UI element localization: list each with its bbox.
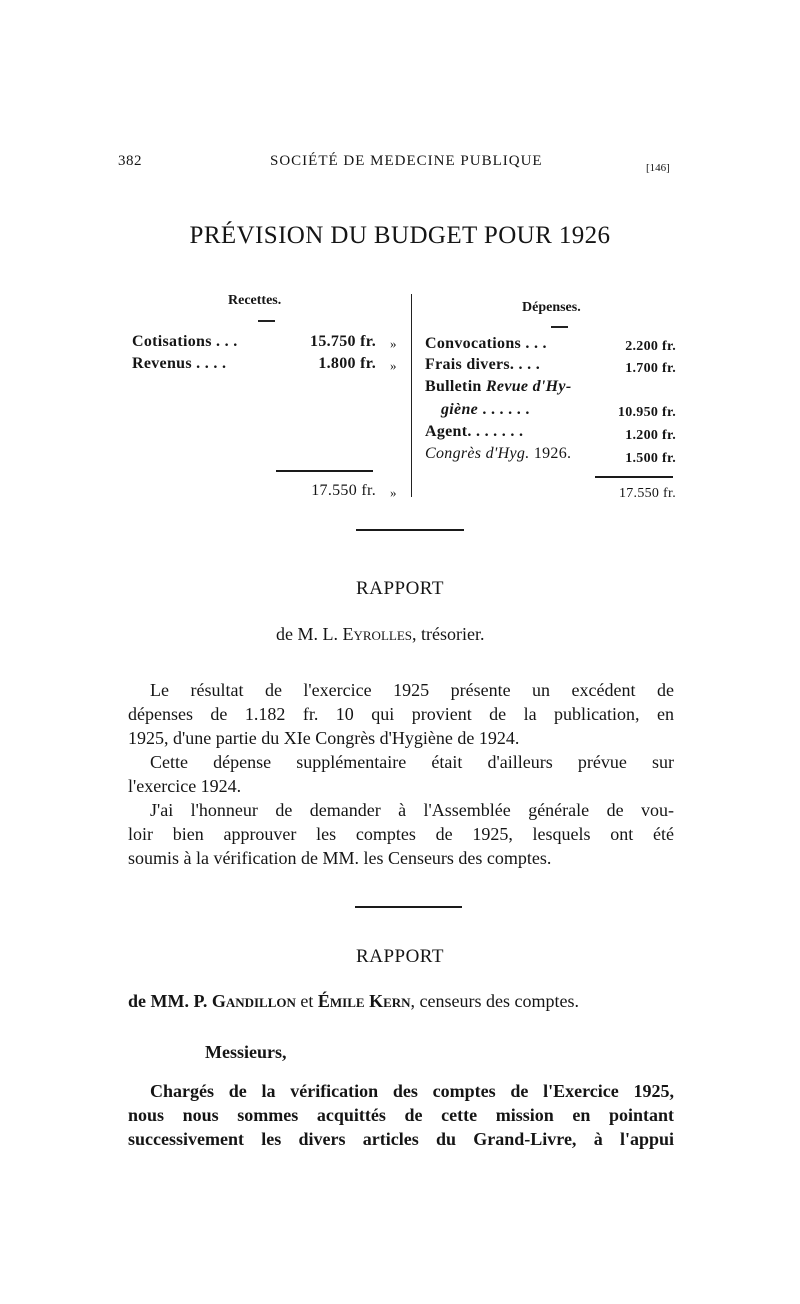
- depenses-row-amount: 1.700 fr.: [625, 361, 676, 376]
- section-separator: [355, 906, 462, 908]
- byline-prefix: de M. L.: [276, 624, 338, 644]
- paragraph-line: soumis à la vérification de MM. les Censeurs des comptes.: [128, 848, 552, 868]
- byline-prefix: de MM. P.: [128, 991, 208, 1011]
- recettes-row-amount: 15.750 fr.: [310, 333, 376, 350]
- recettes-dash: [258, 320, 275, 322]
- paragraph-line: dépenses de 1.182 fr. 10 qui provient de la publication, en: [128, 704, 674, 724]
- depenses-total-rule: [595, 476, 673, 478]
- section-separator: [356, 529, 464, 531]
- depenses-row-label: Frais divers. . . .: [425, 356, 541, 373]
- depenses-label-italic: Congrès d'Hyg.: [425, 445, 530, 462]
- rapport-heading: RAPPORT: [356, 578, 444, 599]
- bracket-page-number: [146]: [646, 162, 670, 174]
- depenses-label-text: . . . . . .: [478, 401, 530, 418]
- paragraph-line: 1925, d'une partie du XIe Congrès d'Hygiène de 1924.: [128, 728, 520, 748]
- rapport-body: [128, 1079, 674, 1151]
- recettes-total-amount: 17.550 fr.: [311, 482, 376, 499]
- recettes-row-amount: 1.800 fr.: [318, 355, 376, 372]
- byline-suffix: , trésorier.: [412, 624, 485, 644]
- recettes-total-mark: »: [390, 485, 397, 500]
- depenses-row-amount: 1.200 fr.: [625, 428, 676, 443]
- recettes-row-label: Cotisations . . .: [132, 333, 238, 350]
- salutation: Messieurs,: [205, 1042, 287, 1062]
- paragraph-line: Cette dépense supplémentaire était d'ailleurs prévue sur: [150, 752, 674, 772]
- depenses-label-italic: Revue d'Hy-: [485, 378, 572, 395]
- depenses-dash: [551, 326, 568, 328]
- byline-conjunction: et: [295, 991, 318, 1011]
- paragraph-line: loir bien approuver les comptes de 1925, lesquels ont été: [128, 824, 674, 844]
- paragraph-line: nous nous sommes acquittés de cette mission en pointant: [128, 1105, 674, 1125]
- recettes-total-rule: [276, 470, 373, 472]
- paragraph-line: l'exercice 1924.: [128, 776, 242, 796]
- running-title: SOCIÉTÉ DE MEDECINE PUBLIQUE: [270, 153, 543, 169]
- recettes-heading: Recettes.: [228, 293, 282, 308]
- depenses-row-amount: 2.200 fr.: [625, 339, 676, 354]
- page-title: PRÉVISION DU BUDGET POUR 1926: [189, 222, 611, 249]
- depenses-row-label: [425, 445, 571, 463]
- depenses-label-text: 1926.: [529, 445, 572, 462]
- depenses-row-amount: 1.500 fr.: [625, 451, 676, 466]
- page-number: 382: [118, 153, 142, 169]
- byline-name: Eyrolles: [342, 624, 412, 644]
- depenses-label-text: Bulletin: [425, 378, 482, 395]
- table-divider: [411, 294, 412, 497]
- recettes-row-mark: »: [390, 358, 397, 373]
- depenses-row-amount: 10.950 fr.: [617, 405, 676, 420]
- paragraph-line: successivement les divers articles du Grand-Livre, à l'appui: [128, 1129, 674, 1149]
- depenses-row-label: [425, 378, 571, 396]
- byline-name: Gandillon: [211, 991, 296, 1011]
- depenses-row-label: Agent. . . . . . .: [425, 423, 524, 440]
- byline-name: Émile Kern: [317, 991, 411, 1011]
- recettes-row-mark: »: [390, 336, 397, 351]
- byline-suffix: , censeurs des comptes.: [410, 991, 579, 1011]
- paragraph-line: J'ai l'honneur de demander à l'Assemblée générale de vou-: [150, 800, 674, 820]
- paragraph-line: Chargés de la vérification des comptes de l'Exercice 1925,: [150, 1081, 674, 1101]
- rapport-body: [128, 678, 674, 870]
- rapport-byline: [128, 991, 579, 1012]
- depenses-heading: Dépenses.: [522, 300, 581, 315]
- depenses-label-italic: giène: [441, 401, 479, 418]
- recettes-row-label: Revenus . . . .: [132, 355, 227, 372]
- depenses-total-amount: 17.550 fr.: [618, 486, 676, 501]
- paragraph-line: Le résultat de l'exercice 1925 présente un excédent de: [150, 680, 674, 700]
- depenses-row-label: Convocations . . .: [425, 335, 547, 352]
- depenses-row-label: [441, 401, 530, 419]
- rapport-heading: RAPPORT: [356, 946, 444, 967]
- rapport-byline: [276, 624, 484, 645]
